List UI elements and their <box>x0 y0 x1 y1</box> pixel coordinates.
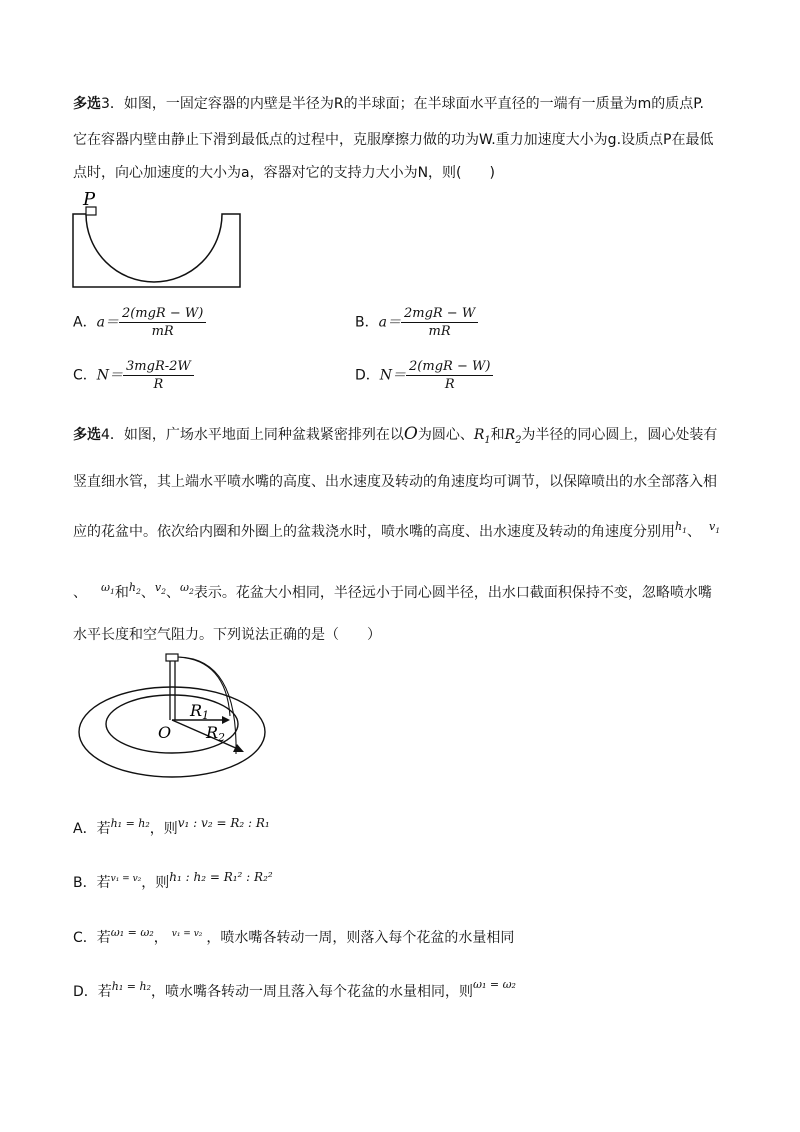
inner-circle <box>106 695 238 753</box>
q4-option-b[interactable] <box>73 870 273 892</box>
option-letter: D． <box>73 984 98 1000</box>
option-result: v₁ : v₂ = R₂ : R₁ <box>177 816 270 830</box>
fraction-denominator: mR <box>151 324 174 339</box>
option-lhs: N＝ <box>379 367 407 384</box>
option-prefix: 若 <box>96 821 111 837</box>
option-fraction <box>119 306 206 339</box>
q4-option-d[interactable] <box>73 978 516 1001</box>
option-lhs: a＝ <box>96 314 119 331</box>
water-path-inner <box>178 657 230 716</box>
option-lhs: N＝ <box>96 367 124 384</box>
option-letter: D． <box>355 367 380 384</box>
q4-v2-symbol: v <box>154 581 162 594</box>
option-result: v₁ = v₂ <box>171 929 203 939</box>
option-middle: ，则 <box>141 875 170 891</box>
option-letter: C． <box>73 930 97 946</box>
q3-option-d[interactable] <box>355 359 493 392</box>
option-fraction <box>401 306 478 339</box>
container-outline <box>73 214 240 287</box>
fraction-denominator: mR <box>428 324 451 339</box>
option-letter: A． <box>73 314 97 331</box>
q4-line-4: 、 $\omega_1$和$h_2$、$v_2$、$\omega_2$表示。花盆大小相同，半径远小于同心圆半径，出水口截面积保持不变，忽略喷水嘴 <box>73 581 712 601</box>
outer-circle <box>79 687 265 777</box>
label-r2: R2 <box>206 723 226 744</box>
q3-number: 3． <box>101 96 124 112</box>
fraction-numerator: 3mgR-2W <box>123 359 194 376</box>
option-result: h₁ : h₂ = R₁² : R₂² <box>169 870 273 884</box>
fraction-numerator: 2(mgR − W) <box>119 306 206 323</box>
q4-text-2: 竖直细水管，其上端水平喷水嘴的高度、出水速度及转动的角速度均可调节，以保障喷出的水全部落入相 <box>73 474 717 490</box>
q3-line-1 <box>73 94 704 114</box>
option-lhs: a＝ <box>378 314 401 331</box>
option-fraction <box>406 359 493 392</box>
option-condition: ω₁ = ω₂ <box>110 926 154 939</box>
q4-separator: 、 <box>140 585 155 601</box>
q3-option-c[interactable] <box>73 359 194 392</box>
radius-r1-arrow <box>222 716 230 724</box>
q4-line-5 <box>73 625 381 645</box>
option-condition: h₁ = h₂ <box>110 817 150 830</box>
hemisphere-container-figure <box>70 190 250 290</box>
q4-tag: 多选 <box>73 427 101 443</box>
q4-separator: 、 <box>166 585 181 601</box>
fraction-numerator: 2(mgR − W) <box>406 359 493 376</box>
q4-separator: 、 <box>73 585 87 601</box>
q4-separator: 、 <box>687 524 701 540</box>
q4-line-3: 应的花盆中。依次给内圈和外圈上的盆栽浇水时，喷水嘴的高度、出水速度及转动的角速度分别用$h_1$、 $v_1$ <box>73 520 721 540</box>
label-r1: R1 <box>190 701 210 722</box>
q4-text-1c: 为半径的同心圆上，圆心处装有 <box>521 427 718 443</box>
q4-omega1-symbol: ω <box>101 581 110 594</box>
q3-option-a[interactable] <box>73 306 206 339</box>
q4-r2-symbol: R <box>504 427 516 443</box>
radius-r2-line <box>172 720 238 749</box>
q3-text-3: 点时，向心加速度的大小为a，容器对它的支持力大小为N，则( ) <box>73 165 495 181</box>
option-letter: B． <box>355 314 379 331</box>
q4-omega2-symbol: ω <box>180 581 189 594</box>
q4-number: 4． <box>101 427 124 443</box>
option-middle: ， <box>153 930 168 946</box>
q4-text-and: 和 <box>490 427 505 443</box>
option-middle: ，则 <box>149 821 178 837</box>
q3-text-1: 如图，一固定容器的内壁是半径为R的半球面；在半球面水平直径的一端有一质量为m的质点P. <box>123 96 704 112</box>
option-prefix: 若 <box>96 875 111 891</box>
option-tail: ，喷水嘴各转动一周，则落入每个花盆的水量相同 <box>206 930 515 946</box>
q4-h2-symbol: h <box>128 581 136 594</box>
sprinkler-circles-figure <box>78 650 278 780</box>
particle-p-label: P <box>83 190 96 210</box>
q4-text-3: 应的花盆中。依次给内圈和外圈上的盆栽浇水时，喷水嘴的高度、出水速度及转动的角速度分别用 <box>73 524 675 540</box>
q3-option-b[interactable] <box>355 306 478 339</box>
option-letter: B． <box>73 875 97 891</box>
fraction-denominator: R <box>153 377 164 392</box>
option-prefix: 若 <box>96 930 111 946</box>
fraction-denominator: R <box>444 377 455 392</box>
fraction-numerator: 2mgR − W <box>401 306 478 323</box>
label-origin: O <box>158 723 172 742</box>
q4-text-and: 和 <box>114 585 129 601</box>
q4-text-4: 表示。花盆大小相同，半径远小于同心圆半径，出水口截面积保持不变，忽略喷水嘴 <box>193 585 712 601</box>
option-letter: C． <box>73 367 97 384</box>
option-result: ω₁ = ω₂ <box>472 978 516 991</box>
q3-line-2 <box>73 130 713 150</box>
option-condition: v₁ = v₂ <box>110 874 142 884</box>
q3-tag: 多选 <box>73 96 101 112</box>
option-middle: ，喷水嘴各转动一周且落入每个花盆的水量相同，则 <box>150 984 473 1000</box>
q4-text-5: 水平长度和空气阻力。下列说法正确的是（ ） <box>73 627 381 643</box>
q4-h1-symbol: h <box>675 520 683 533</box>
q3-text-2: 它在容器内壁由静止下滑到最低点的过程中，克服摩擦力做的功为W.重力加速度大小为g.设质点P在最低 <box>73 132 714 148</box>
q4-line-1: 多选4．如图，广场水平地面上同种盆栽紧密排列在以O为圆心、$R_1$和$R_2$为半径的同心圆上，圆心处装有 <box>73 424 718 446</box>
q4-text-1b: 为圆心、 <box>417 427 474 443</box>
q4-r1-symbol: R <box>473 427 485 443</box>
option-fraction <box>123 359 194 392</box>
option-condition: h₁ = h₂ <box>111 980 151 993</box>
q3-line-3 <box>73 163 495 183</box>
q4-origin-symbol: O <box>403 424 418 444</box>
q4-line-2 <box>73 472 717 492</box>
option-prefix: 若 <box>97 984 112 1000</box>
q4-option-c[interactable] <box>73 926 514 947</box>
q4-option-a[interactable] <box>73 816 270 838</box>
option-letter: A． <box>73 821 97 837</box>
q4-text-1a: 如图，广场水平地面上同种盆栽紧密排列在以 <box>123 427 404 443</box>
nozzle <box>166 654 178 661</box>
q4-v1-symbol: v <box>709 520 716 533</box>
